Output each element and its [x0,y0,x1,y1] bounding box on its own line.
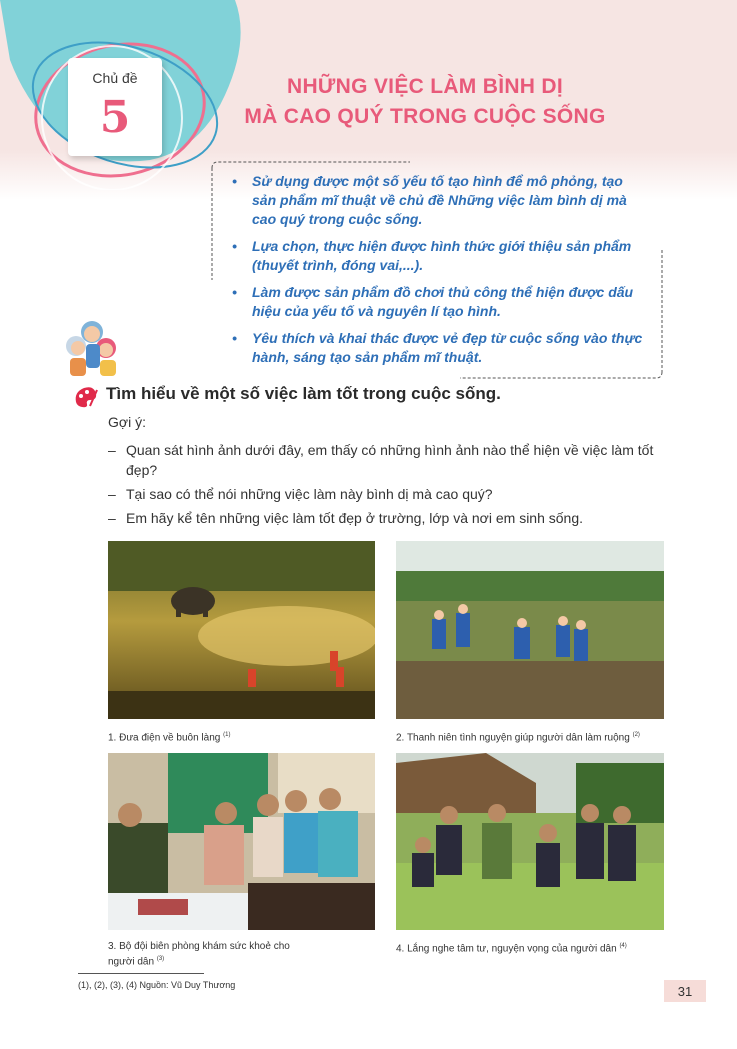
hint-text: Tại sao có thể nói những việc làm này bình dị mà cao quý? [126,486,493,502]
objective-item: • Lựa chọn, thực hiện được hình thức giới thiệu sản phẩm (thuyết trình, đóng vai,...). [232,238,632,273]
objective-item: • Sử dụng được một số yếu tố tạo hình để mô phỏng, tạo sản phẩm mĩ thuật về chủ đề Những việc làm bình dị mà cao quý trong cuộc sống. [232,173,627,227]
photo-listening-to-villagers [396,753,664,930]
photo-2-caption [396,729,640,744]
photo-electricity-to-village [108,541,375,719]
objectives-list [228,172,648,375]
hint-item: – Tại sao có thể nói những việc làm này bình dị mà cao quý? [108,486,493,502]
page-number: 31 [677,984,693,999]
page-title [190,72,660,132]
photo-4-caption [396,940,627,955]
photo-1-illustration [108,541,375,719]
footnote: (1), (2), (3), (4) Nguồn: Vũ Duy Thương [78,980,236,990]
topic-label: Chủ đề [92,70,138,86]
palette-icon [72,384,98,410]
objective-text: Làm được sản phẩm đồ chơi thủ công thể hiện được dấu hiệu của yếu tố và nguyên lí tạo hình. [252,284,634,319]
footnote-ref: (3) [156,956,165,962]
topic-number: 5 [99,92,131,143]
hint-text: Quan sát hình ảnh dưới đây, em thấy có những hình ảnh nào thể hiện về việc làm tốt đẹp? [126,442,654,478]
caption-text: 2. Thanh niên tình nguyện giúp người dân làm ruộng [396,732,630,744]
title-line-2: MÀ CAO QUÝ TRONG CUỘC SỐNG [244,105,606,128]
hint-label: Gợi ý: [108,414,146,430]
hint-text: Em hãy kể tên những việc làm tốt đẹp ở trường, lớp và nơi em sinh sống. [126,510,584,526]
photo-1-caption [108,729,230,744]
objective-text: Lựa chọn, thực hiện được hình thức giới thiệu sản phẩm (thuyết trình, đóng vai,...). [252,238,632,273]
objective-text: Yêu thích và khai thác được vẻ đẹp từ cuộc sống vào thực hành, sáng tạo sản phẩm mĩ thuật. [252,330,643,365]
caption-text-line-2-wrap [108,953,290,968]
objective-text: Sử dụng được một số yếu tố tạo hình để mô phỏng, tạo sản phẩm mĩ thuật về chủ đề Những việc làm bình dị mà cao quý trong cuộc sống. [252,173,627,227]
hint-list [108,440,673,532]
caption-text-line-2: người dân [108,956,155,968]
topic-badge [68,58,162,156]
hint-item: – Em hãy kể tên những việc làm tốt đẹp ở trường, lớp và nơi em sinh sống. [108,510,584,526]
objective-item: • Yêu thích và khai thác được vẻ đẹp từ cuộc sống vào thực hành, sáng tạo sản phẩm mĩ thuật. [232,330,643,365]
section-title: Tìm hiểu về một số việc làm tốt trong cuộc sống. [106,384,501,403]
photo-3-caption [108,940,290,968]
footnote-ref: (4) [619,943,627,949]
photo-volunteers-farming [396,541,664,719]
title-line-1: NHỮNG VIỆC LÀM BÌNH DỊ [286,75,564,98]
footnote-ref: (2) [632,732,640,738]
photo-4-illustration [396,753,664,930]
photo-2-illustration [396,541,664,719]
photo-3-illustration [108,753,375,930]
mascot-illustration [62,318,122,380]
photo-border-guard-health-check [108,753,375,930]
footnote-divider [78,973,204,974]
caption-text-line-1: 3. Bộ đội biên phòng khám sức khoẻ cho [108,941,290,952]
objective-item: • Làm được sản phẩm đồ chơi thủ công thể hiện được dấu hiệu của yếu tố và nguyên lí tạo hình. [232,284,634,319]
hint-item: – Quan sát hình ảnh dưới đây, em thấy có những hình ảnh nào thể hiện về việc làm tốt đẹp? [108,442,654,478]
footnote-ref: (1) [223,732,231,738]
caption-text: 1. Đưa điện về buôn làng [108,732,221,744]
caption-text: 4. Lắng nghe tâm tư, nguyện vọng của người dân [396,943,617,955]
